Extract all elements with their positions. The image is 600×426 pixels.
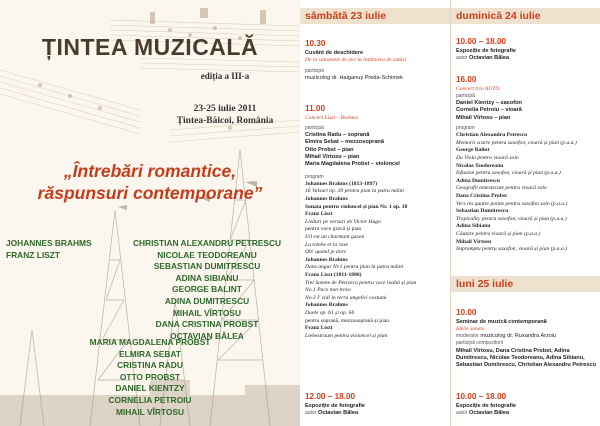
- program-work: pentru soprană, mezzosoprană și pian: [305, 317, 390, 324]
- event-subtitle: Ideile sunete: [456, 325, 485, 332]
- event-subtitle: De la saloanele de ieri la întâlnirea de astăzi: [305, 56, 407, 63]
- performer-name: GEORGE BALINT: [172, 284, 242, 295]
- event-concert-trio-auto: [456, 75, 597, 254]
- program-work: Liebestraum pentru violoncel și pian: [305, 332, 388, 339]
- moderator-name: muzicolog dr. Ruxandra Arzoiu: [480, 333, 557, 340]
- composer-name: FRANZ LISZT: [6, 249, 60, 260]
- program-work: Impromptu pentru saxofon, vioară și pian (p.a.a.): [456, 246, 568, 253]
- program-work: Lieduri pe versuri de Victor Hugo: [305, 218, 381, 225]
- program-work: La tombe et la rose: [305, 241, 348, 248]
- event-title: Concert Liszt – Brahms: [305, 114, 358, 121]
- author-label: autor: [456, 409, 468, 416]
- participant: Daniel Kientzy – saxofon: [456, 100, 522, 107]
- day-label-saturday: sâmbătă 23 iulie: [305, 10, 387, 22]
- festival-slogan: [0, 160, 300, 204]
- performer-name: MIHAIL VÎRTOSU: [172, 307, 242, 318]
- performer-name: OTTO PROBST: [119, 371, 181, 382]
- schedule-column-sunday-monday: [450, 0, 600, 426]
- event-time: 10.00 – 18.00: [456, 392, 507, 401]
- event-title: Expoziție de fotografie: [305, 402, 365, 409]
- festival-dates: 23-25 iulie 2011: [193, 104, 257, 114]
- program-composer: Adina Dumitrescu: [456, 177, 500, 184]
- event-title: Concert trio AUTO: [456, 85, 500, 92]
- program-work: No.1 Pace non trovo: [305, 287, 352, 294]
- event-title: Expoziție de fotografie: [456, 402, 516, 409]
- event-photo-exhibition: [456, 392, 597, 417]
- moderator-label: moderator: [456, 333, 479, 340]
- festival-edition: ediția a III-a: [200, 71, 250, 81]
- participant: Mihail Vîrtosu – pian: [456, 114, 511, 121]
- event-time: 11.00: [305, 104, 326, 113]
- participants-label: participă compozitorii: [456, 340, 503, 347]
- participants-list: Mihail Vîrtosu, Dana Cristina Probst, Adina Dumitrescu, Nicolae Teodoreanu, Adina Sibianu, Sebastian Dumitrescu, Christian Alexandru Petrescu: [456, 347, 596, 369]
- day-label-monday: luni 25 iulie: [456, 278, 514, 290]
- performer-name: CRISTINA RADU: [117, 360, 183, 371]
- author-name: Octavian Bălea: [468, 54, 510, 61]
- event-time: 12.00 – 18.00: [305, 392, 356, 401]
- program-list: [305, 181, 446, 340]
- program-work: Infusion pentru saxofon, vioară și pian (p.a.a.): [456, 170, 561, 177]
- event-time: 10.00: [456, 308, 477, 317]
- day-header-bar: [451, 8, 600, 24]
- performer-name: ELMIRA SEBAT: [119, 348, 181, 359]
- program-work: Oh! quand je dors: [305, 249, 346, 256]
- program-composer: Franz Liszt (1811-1886): [305, 272, 362, 278]
- participant: Cornelia Petroiu – vioară: [456, 107, 522, 114]
- performer-name: DANA CRISTINA PROBST: [155, 319, 259, 330]
- program-work: Tropicality pentru saxofon, vioară și pian (p.a.a.): [456, 215, 567, 222]
- program-composer: Dana Cristina Probst: [456, 193, 507, 200]
- day-label-sunday: duminică 24 iulie: [456, 10, 541, 22]
- performer-name: NICOLAE TEODOREANU: [157, 249, 257, 260]
- event-time: 10.00 – 18.00: [456, 37, 507, 46]
- program-work: Dans ungar Nr.1 pentru pian la patru mâini: [305, 264, 404, 271]
- program-work: 16 Valsuri op. 39 pentru pian la patru mâini: [305, 188, 404, 195]
- program-list: [456, 132, 597, 254]
- composer-name: JOHANNES BRAHMS: [6, 238, 92, 248]
- author-name: Octavian Bălea: [468, 409, 510, 416]
- program-composer: Christian Alexandru Petrescu: [456, 132, 528, 139]
- program-work: Memorii scurte pentru saxofon, vioară și pian (p.a.a.): [456, 139, 577, 146]
- day-header-bar: [300, 8, 450, 24]
- program-label: program: [305, 173, 324, 180]
- event-time: 10.30: [305, 39, 326, 48]
- performers-list-bottom: [60, 337, 240, 418]
- program-work: S'il est un charmant gazon: [305, 234, 365, 241]
- program-composer: Mihail Vîrtosu: [456, 238, 492, 245]
- slogan-line-1: „Întrebări romantice,: [63, 161, 237, 181]
- event-time: 16.00: [456, 75, 477, 84]
- program-composer: Johannes Brahms: [305, 256, 348, 263]
- event-title: Expoziție de fotografie: [456, 47, 516, 54]
- program-composer: Franz Liszt: [305, 325, 333, 332]
- program-composer: Adina Sibianu: [456, 223, 491, 230]
- schedule-column-saturday: [300, 0, 450, 426]
- performer-name: ADINA SIBIANU: [175, 272, 239, 283]
- program-work: Trei Sonete de Petrarca pentru voce înaltă și pian: [305, 279, 417, 286]
- program-composer: Johannes Brahms: [305, 302, 348, 309]
- event-participant: muzicolog dr. Haiganuș Preda-Schimek: [305, 75, 403, 82]
- participant: Otto Probst – pian: [305, 146, 354, 153]
- event-photo-exhibition: [305, 392, 446, 417]
- program-composer: Franz Liszt: [305, 211, 333, 218]
- performer-name: ADINA DUMITRESCU: [164, 295, 250, 306]
- participants-label: participă: [456, 92, 475, 99]
- participant: Maria Magdalena Probst – violoncel: [305, 161, 400, 168]
- event-title: Seminar de muzică contemporană: [456, 318, 547, 325]
- program-composer: Nicolae Teodoreanu: [456, 162, 504, 169]
- event-title: Cuvânt de deschidere: [305, 49, 364, 56]
- event-opening: [305, 39, 446, 83]
- performer-name: CORNELIA PETROIU: [108, 394, 192, 405]
- program-composer: Johannes Brahms (1813-1897): [305, 180, 378, 187]
- performer-name: DANIEL KIENTZY: [115, 383, 185, 394]
- festival-location: Țintea-Băicoi, România: [176, 116, 274, 126]
- program-work: Da Viola pentru vioară solo: [456, 155, 519, 162]
- program-composer: Sebastian Dumitrescu: [456, 208, 509, 215]
- performer-name: MARIA MAGDALENA PROBST: [89, 337, 211, 347]
- program-composer: Sonata pentru violoncel și pian Nr. 1 op. 38: [305, 203, 408, 210]
- slogan-line-2: răspunsuri contemporane”: [37, 183, 263, 203]
- participant: Mihail Vîrtosu – pian: [305, 153, 360, 160]
- program-composer: Johannes Brahms: [305, 196, 348, 203]
- program-work: Căutare pentru vioară și pian (p.a.a.): [456, 231, 541, 237]
- performer-name: SEBASTIAN DUMITRESCU: [153, 261, 261, 272]
- program-composer: George Balint: [456, 147, 490, 154]
- program-work: Geografii amestecate pentru vioară solo: [456, 185, 547, 192]
- festival-title: ȚINTEA MUZICALĂ: [41, 34, 259, 60]
- performers-list-right: [126, 238, 288, 342]
- performer-name: CHRISTIAN ALEXANDRU PETRESCU: [132, 238, 282, 248]
- participant: Elmira Sebat – mezzosoprană: [305, 139, 384, 146]
- event-concert-liszt-brahms: [305, 104, 446, 340]
- program-label: program: [456, 124, 475, 131]
- festival-date-location: [150, 103, 300, 127]
- participants-label: participă: [305, 124, 324, 131]
- program-work: No.3 I' vidi in terra angelici costumi: [305, 294, 387, 301]
- program-work: Duete op. 61 și op. 66: [305, 309, 355, 316]
- author-label: autor: [456, 54, 468, 61]
- performer-name: OCTAVIAN BĂLEA: [170, 330, 244, 341]
- event-photo-exhibition: [456, 37, 597, 62]
- author-name: Octavian Bălea: [317, 409, 359, 416]
- participants-label: participă: [305, 68, 324, 75]
- day-header-bar: [451, 276, 600, 292]
- participant: Cristina Radu – soprană: [305, 132, 370, 139]
- performer-name: MIHAIL VÎRTOSU: [115, 406, 185, 417]
- composers-list: [6, 238, 116, 261]
- author-label: autor: [305, 409, 317, 416]
- program-work: Vers les quatre points pentru saxofon solo (p.a.a.): [456, 200, 568, 207]
- program-work: pentru voce gravă și pian: [305, 226, 362, 233]
- event-seminar: [456, 308, 597, 370]
